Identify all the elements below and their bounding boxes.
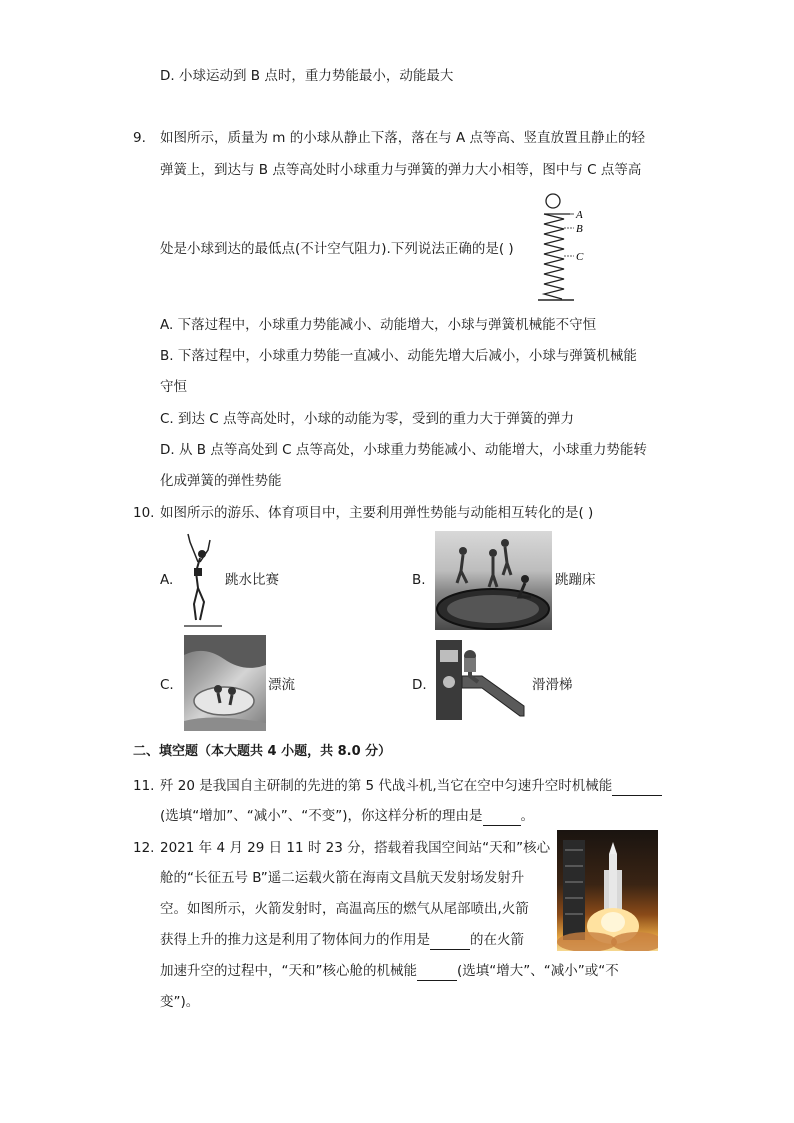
- q10-option-d-letter: D.: [412, 677, 427, 693]
- q9-stem-line1: 如图所示，质量为 m 的小球从静止下落，落在与 A 点等高、竖直放置且静止的轻: [160, 130, 646, 146]
- q10-option-d-text: 滑滑梯: [532, 677, 573, 693]
- q10-option-b-text: 跳蹦床: [555, 572, 596, 588]
- label-b: B: [576, 223, 583, 235]
- q11-line2-end: 。: [520, 808, 534, 824]
- q10-number: 10.: [133, 505, 155, 521]
- q9-option-d-line1: D. 从 B 点等高处到 C 点等高处，小球重力势能减小、动能增大，小球重力势能转: [160, 442, 647, 458]
- q9-number: 9.: [133, 130, 146, 146]
- trampoline-photo: [435, 531, 552, 630]
- slide-figure: [434, 636, 530, 722]
- q12-line5-text: 加速升空的过程中，“天和”核心舱的机械能: [160, 963, 417, 979]
- q10-option-a-letter: A.: [160, 572, 174, 588]
- q8-option-d: D. 小球运动到 B 点时，重力势能最小，动能最大: [160, 68, 454, 84]
- q11-blank-2[interactable]: [483, 810, 521, 826]
- q12-line5-end: (选填“增大”、“减小”或“不: [457, 963, 619, 979]
- q11-line1: [160, 776, 662, 796]
- q9-stem-line3: 处是小球到达的最低点(不计空气阻力).下列说法正确的是( ): [160, 241, 514, 257]
- section-2-heading: 二、填空题（本大题共 4 小题，共 8.0 分）: [133, 744, 392, 759]
- q9-option-c: C. 到达 C 点等高处时，小球的动能为零，受到的重力大于弹簧的弹力: [160, 411, 575, 427]
- q12-line4-end: 的在火箭: [470, 932, 524, 948]
- q12-blank-1[interactable]: [430, 934, 470, 950]
- q9-option-b-line2: 守恒: [160, 379, 187, 395]
- q12-line4: [160, 930, 524, 950]
- q11-line1-text: 歼 20 是我国自主研制的先进的第 5 代战斗机,当它在空中匀速升空时机械能: [160, 778, 613, 794]
- q10-option-c-letter: C.: [160, 677, 174, 693]
- q11-blank-1[interactable]: [612, 780, 662, 796]
- diver-figure: [180, 532, 225, 628]
- ball-icon: [546, 194, 560, 208]
- q9-option-b-line1: B. 下落过程中，小球重力势能一直减小、动能先增大后减小，小球与弹簧机械能: [160, 348, 637, 364]
- rocket-launch-photo: [557, 830, 658, 951]
- rafting-photo: [184, 635, 266, 731]
- q12-line5: [160, 961, 619, 981]
- q10-option-a-text: 跳水比赛: [225, 572, 279, 588]
- q11-number: 11.: [133, 778, 155, 794]
- q12-line3: 空。如图所示，火箭发射时，高温高压的燃气从尾部喷出,火箭: [160, 901, 529, 917]
- q9-option-a: A. 下落过程中，小球重力势能减小、动能增大，小球与弹簧机械能不守恒: [160, 317, 597, 333]
- q10-option-c-text: 漂流: [268, 677, 295, 693]
- q12-line1: 2021 年 4 月 29 日 11 时 23 分，搭载着我国空间站“天和”核心: [160, 840, 551, 856]
- label-a: A: [576, 209, 583, 221]
- q10-stem: 如图所示的游乐、体育项目中，主要利用弹性势能与动能相互转化的是( ): [160, 505, 594, 521]
- q10-option-b-letter: B.: [412, 572, 426, 588]
- label-c: C: [576, 251, 584, 263]
- q12-line6: 变”)。: [160, 994, 200, 1010]
- q12-blank-2[interactable]: [417, 965, 457, 981]
- q12-line4-text: 获得上升的推力这是利用了物体间力的作用是: [160, 932, 430, 948]
- q12-number: 12.: [133, 840, 155, 856]
- q12-line2: 舱的“长征五号 B”遥二运载火箭在海南文昌航天发射场发射升: [160, 870, 525, 886]
- q11-line2-text: (选填“增加”、“减小”、“不变”)，你这样分析的理由是: [160, 808, 483, 824]
- q9-stem-line2: 弹簧上，到达与 B 点等高处时小球重力与弹簧的弹力大小相等，图中与 C 点等高: [160, 162, 642, 178]
- spring-figure: [530, 190, 600, 304]
- q11-line2: [160, 806, 534, 826]
- spring-coil: [544, 214, 564, 299]
- q9-option-d-line2: 化成弹簧的弹性势能: [160, 473, 282, 489]
